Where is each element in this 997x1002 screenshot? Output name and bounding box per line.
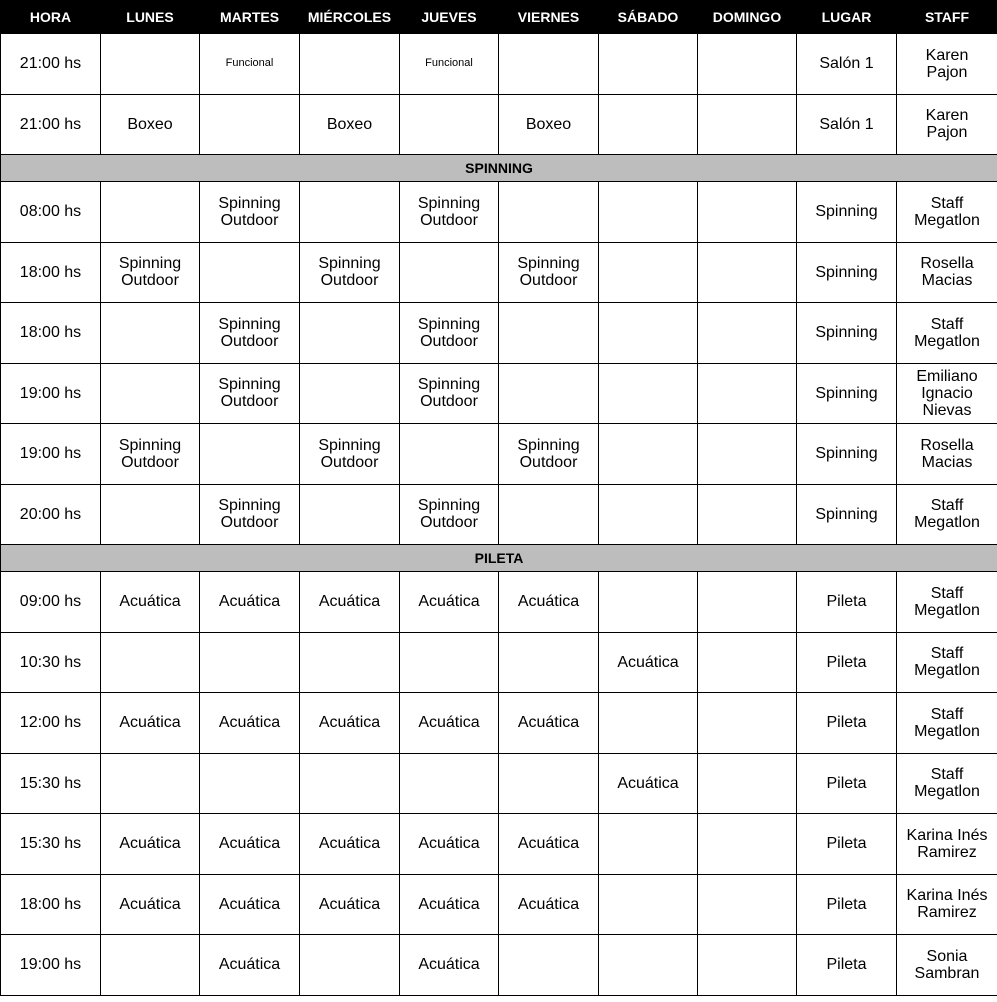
cell-text: Spinning Outdoor: [517, 436, 580, 471]
cell-text: Pileta: [826, 956, 867, 974]
cell-text: Acuática: [318, 835, 381, 853]
cell-martes: [200, 34, 300, 95]
cell-sabado: [599, 182, 698, 243]
cell-lunes: [101, 632, 200, 693]
cell-hora: [1, 34, 101, 95]
schedule-row: [1, 182, 997, 243]
cell-staff: [897, 874, 997, 935]
schedule-row: [1, 693, 997, 754]
cell-viernes: [499, 753, 599, 814]
cell-viernes: [499, 363, 599, 424]
cell-hora: [1, 182, 101, 243]
cell-lugar: [797, 572, 897, 633]
cell-hora: [1, 874, 101, 935]
cell-martes: [200, 484, 300, 545]
cell-domingo: [698, 693, 797, 754]
cell-text: 15:30 hs: [19, 774, 82, 792]
cell-jueves: [400, 182, 499, 243]
cell-miercoles: [300, 484, 400, 545]
cell-text: Acuática: [617, 653, 679, 671]
cell-text: 19:00 hs: [19, 384, 82, 402]
cell-text: Spinning: [815, 505, 878, 523]
cell-jueves: [400, 94, 499, 155]
cell-martes: [200, 182, 300, 243]
cell-text: Acuática: [418, 956, 480, 974]
cell-lugar: [797, 363, 897, 424]
cell-lugar: [797, 814, 897, 875]
cell-text: Karen Pajon: [925, 107, 969, 142]
cell-jueves: [400, 572, 499, 633]
cell-staff: [897, 632, 997, 693]
cell-sabado: [599, 693, 698, 754]
cell-text: Spinning Outdoor: [318, 255, 381, 290]
cell-text: Spinning Outdoor: [118, 255, 182, 290]
cell-sabado: [599, 94, 698, 155]
schedule-row: [1, 935, 997, 996]
cell-viernes: [499, 182, 599, 243]
cell-text: Acuática: [418, 895, 480, 913]
cell-text: Spinning Outdoor: [118, 436, 182, 471]
cell-viernes: [499, 693, 599, 754]
cell-text: Pileta: [826, 593, 867, 611]
cell-martes: [200, 632, 300, 693]
cell-text: Pileta: [826, 895, 867, 913]
cell-text: Acuática: [218, 956, 281, 974]
cell-martes: [200, 814, 300, 875]
cell-text: 19:00 hs: [19, 445, 82, 463]
cell-text: Karina Inés Ramirez: [906, 826, 988, 861]
cell-text: Spinning: [815, 384, 878, 402]
cell-domingo: [698, 874, 797, 935]
schedule-row: [1, 303, 997, 364]
cell-text: Spinning Outdoor: [218, 376, 281, 411]
cell-hora: [1, 935, 101, 996]
cell-domingo: [698, 303, 797, 364]
cell-sabado: [599, 572, 698, 633]
cell-text: Staff Megatlon: [914, 194, 980, 229]
cell-lugar: [797, 935, 897, 996]
cell-domingo: [698, 424, 797, 485]
cell-lunes: [101, 303, 200, 364]
cell-miercoles: [300, 572, 400, 633]
header-domingo: DOMINGO: [698, 1, 797, 34]
cell-sabado: [599, 753, 698, 814]
cell-miercoles: [300, 424, 400, 485]
cell-text: Spinning Outdoor: [318, 436, 381, 471]
cell-domingo: [698, 753, 797, 814]
schedule-row: [1, 753, 997, 814]
cell-staff: [897, 424, 997, 485]
cell-miercoles: [300, 242, 400, 303]
cell-viernes: [499, 874, 599, 935]
cell-text: Acuática: [218, 835, 281, 853]
cell-text: 18:00 hs: [19, 324, 82, 342]
cell-hora: [1, 814, 101, 875]
schedule-row: [1, 34, 997, 95]
cell-viernes: [499, 34, 599, 95]
cell-text: Staff Megatlon: [914, 705, 980, 740]
cell-lunes: [101, 572, 200, 633]
cell-text: 08:00 hs: [19, 203, 82, 221]
cell-domingo: [698, 632, 797, 693]
cell-text: Funcional: [425, 57, 473, 70]
cell-hora: [1, 693, 101, 754]
cell-text: Karen Pajon: [925, 46, 969, 81]
cell-martes: [200, 572, 300, 633]
cell-jueves: [400, 693, 499, 754]
cell-text: Boxeo: [127, 115, 173, 133]
schedule-row: [1, 242, 997, 303]
cell-domingo: [698, 935, 797, 996]
cell-martes: [200, 94, 300, 155]
cell-text: Spinning Outdoor: [218, 194, 281, 229]
cell-staff: [897, 935, 997, 996]
cell-lugar: [797, 484, 897, 545]
cell-sabado: [599, 874, 698, 935]
cell-viernes: [499, 303, 599, 364]
cell-lugar: [797, 94, 897, 155]
cell-text: Sonia Sambran: [914, 947, 980, 982]
cell-staff: [897, 303, 997, 364]
cell-lunes: [101, 424, 200, 485]
cell-jueves: [400, 632, 499, 693]
cell-lunes: [101, 34, 200, 95]
cell-sabado: [599, 363, 698, 424]
cell-text: Spinning: [815, 324, 878, 342]
cell-text: Pileta: [826, 774, 867, 792]
cell-viernes: [499, 572, 599, 633]
cell-text: 12:00 hs: [19, 714, 82, 732]
cell-text: Spinning Outdoor: [417, 194, 481, 229]
cell-text: 21:00 hs: [19, 115, 82, 133]
cell-lugar: [797, 874, 897, 935]
cell-text: 18:00 hs: [19, 895, 82, 913]
cell-lunes: [101, 814, 200, 875]
cell-text: Acuática: [119, 895, 181, 913]
cell-text: Spinning Outdoor: [417, 497, 481, 532]
cell-miercoles: [300, 303, 400, 364]
cell-text: Acuática: [418, 593, 480, 611]
cell-miercoles: [300, 182, 400, 243]
cell-domingo: [698, 572, 797, 633]
cell-text: Acuática: [418, 835, 480, 853]
cell-miercoles: [300, 935, 400, 996]
cell-text: Pileta: [826, 835, 867, 853]
header-miercoles: MIÉRCOLES: [300, 1, 400, 34]
schedule-row: [1, 484, 997, 545]
schedule-row: [1, 572, 997, 633]
cell-text: Spinning: [815, 203, 878, 221]
cell-text: Acuática: [517, 593, 580, 611]
header-hora: HORA: [1, 1, 101, 34]
cell-staff: [897, 94, 997, 155]
cell-staff: [897, 693, 997, 754]
cell-staff: [897, 572, 997, 633]
cell-miercoles: [300, 363, 400, 424]
schedule-body: [1, 34, 997, 996]
cell-jueves: [400, 242, 499, 303]
cell-sabado: [599, 34, 698, 95]
cell-hora: [1, 94, 101, 155]
schedule-row: [1, 363, 997, 424]
cell-martes: [200, 874, 300, 935]
cell-martes: [200, 753, 300, 814]
cell-miercoles: [300, 34, 400, 95]
cell-text: Acuática: [119, 835, 181, 853]
cell-text: Salón 1: [819, 55, 874, 73]
cell-martes: [200, 424, 300, 485]
cell-text: Spinning Outdoor: [218, 497, 281, 532]
cell-text: Staff Megatlon: [914, 497, 980, 532]
cell-text: Acuática: [418, 714, 480, 732]
cell-miercoles: [300, 94, 400, 155]
cell-text: 21:00 hs: [19, 55, 82, 73]
cell-text: Rosella Macias: [920, 255, 974, 290]
schedule-row: [1, 632, 997, 693]
cell-jueves: [400, 814, 499, 875]
cell-text: Boxeo: [326, 115, 373, 133]
cell-martes: [200, 693, 300, 754]
cell-hora: [1, 424, 101, 485]
cell-text: Salón 1: [819, 115, 874, 133]
section-title: PILETA: [1, 545, 997, 572]
cell-hora: [1, 484, 101, 545]
cell-text: Acuática: [218, 895, 281, 913]
cell-text: Funcional: [225, 57, 274, 70]
section-row: [1, 155, 997, 182]
cell-viernes: [499, 94, 599, 155]
cell-sabado: [599, 632, 698, 693]
cell-jueves: [400, 874, 499, 935]
cell-sabado: [599, 935, 698, 996]
cell-lunes: [101, 94, 200, 155]
cell-text: 09:00 hs: [19, 593, 82, 611]
cell-text: Pileta: [826, 714, 867, 732]
cell-hora: [1, 303, 101, 364]
cell-jueves: [400, 303, 499, 364]
cell-lugar: [797, 34, 897, 95]
cell-lugar: [797, 632, 897, 693]
cell-domingo: [698, 182, 797, 243]
cell-martes: [200, 303, 300, 364]
cell-jueves: [400, 34, 499, 95]
header-martes: MARTES: [200, 1, 300, 34]
cell-text: 10:30 hs: [19, 653, 82, 671]
cell-viernes: [499, 814, 599, 875]
cell-lugar: [797, 242, 897, 303]
cell-staff: [897, 34, 997, 95]
header-lugar: LUGAR: [797, 1, 897, 34]
cell-text: 15:30 hs: [19, 835, 82, 853]
cell-text: Acuática: [318, 593, 381, 611]
cell-viernes: [499, 242, 599, 303]
cell-domingo: [698, 484, 797, 545]
cell-text: Staff Megatlon: [914, 766, 980, 801]
cell-domingo: [698, 94, 797, 155]
cell-miercoles: [300, 693, 400, 754]
cell-lugar: [797, 424, 897, 485]
cell-text: Acuática: [318, 714, 381, 732]
cell-text: Boxeo: [525, 115, 572, 133]
cell-hora: [1, 632, 101, 693]
cell-viernes: [499, 632, 599, 693]
header-lunes: LUNES: [101, 1, 200, 34]
schedule-row: [1, 94, 997, 155]
cell-lugar: [797, 303, 897, 364]
cell-lunes: [101, 935, 200, 996]
cell-jueves: [400, 753, 499, 814]
cell-domingo: [698, 34, 797, 95]
cell-lunes: [101, 753, 200, 814]
cell-text: Spinning Outdoor: [218, 315, 281, 350]
cell-text: Staff Megatlon: [914, 315, 980, 350]
cell-martes: [200, 935, 300, 996]
cell-text: Acuática: [318, 895, 381, 913]
cell-lunes: [101, 693, 200, 754]
cell-text: Spinning Outdoor: [417, 376, 481, 411]
cell-hora: [1, 363, 101, 424]
cell-hora: [1, 242, 101, 303]
cell-text: Acuática: [617, 774, 679, 792]
cell-text: Emiliano Ignacio Nievas: [916, 367, 978, 419]
cell-lunes: [101, 874, 200, 935]
cell-staff: [897, 242, 997, 303]
cell-staff: [897, 814, 997, 875]
cell-miercoles: [300, 632, 400, 693]
cell-text: Spinning: [815, 445, 878, 463]
cell-lunes: [101, 242, 200, 303]
cell-jueves: [400, 935, 499, 996]
cell-sabado: [599, 424, 698, 485]
cell-staff: [897, 753, 997, 814]
cell-miercoles: [300, 753, 400, 814]
cell-text: Acuática: [517, 895, 580, 913]
cell-text: Pileta: [826, 653, 867, 671]
cell-text: Spinning Outdoor: [417, 315, 481, 350]
header-staff: STAFF: [897, 1, 997, 34]
cell-text: Rosella Macias: [920, 436, 974, 471]
cell-text: Acuática: [119, 714, 181, 732]
cell-viernes: [499, 484, 599, 545]
cell-sabado: [599, 242, 698, 303]
cell-text: Karina Inés Ramirez: [906, 887, 988, 922]
cell-martes: [200, 242, 300, 303]
cell-miercoles: [300, 874, 400, 935]
cell-lugar: [797, 693, 897, 754]
cell-domingo: [698, 242, 797, 303]
cell-sabado: [599, 303, 698, 364]
cell-jueves: [400, 484, 499, 545]
cell-text: Staff Megatlon: [914, 645, 980, 680]
cell-staff: [897, 182, 997, 243]
cell-domingo: [698, 814, 797, 875]
cell-martes: [200, 363, 300, 424]
schedule-row: [1, 874, 997, 935]
cell-sabado: [599, 814, 698, 875]
cell-text: 18:00 hs: [19, 263, 82, 281]
schedule-row: [1, 814, 997, 875]
header-sabado: SÁBADO: [599, 1, 698, 34]
cell-viernes: [499, 935, 599, 996]
cell-lugar: [797, 753, 897, 814]
header-jueves: JUEVES: [400, 1, 499, 34]
cell-staff: [897, 484, 997, 545]
header-viernes: VIERNES: [499, 1, 599, 34]
cell-lunes: [101, 363, 200, 424]
cell-domingo: [698, 363, 797, 424]
cell-sabado: [599, 484, 698, 545]
cell-viernes: [499, 424, 599, 485]
cell-hora: [1, 753, 101, 814]
section-title: SPINNING: [1, 155, 997, 182]
cell-text: Acuática: [218, 714, 281, 732]
schedule-row: [1, 424, 997, 485]
cell-hora: [1, 572, 101, 633]
cell-text: Acuática: [119, 593, 181, 611]
cell-text: Spinning: [815, 263, 878, 281]
header-row: [1, 1, 997, 34]
cell-staff: [897, 363, 997, 424]
cell-lugar: [797, 182, 897, 243]
cell-text: Spinning Outdoor: [517, 255, 580, 290]
cell-text: Acuática: [218, 593, 281, 611]
cell-text: Staff Megatlon: [914, 584, 980, 619]
cell-jueves: [400, 424, 499, 485]
section-row: [1, 545, 997, 572]
cell-miercoles: [300, 814, 400, 875]
cell-text: 19:00 hs: [19, 956, 82, 974]
cell-lunes: [101, 182, 200, 243]
cell-jueves: [400, 363, 499, 424]
cell-text: Acuática: [517, 835, 580, 853]
cell-text: 20:00 hs: [19, 505, 82, 523]
cell-text: Acuática: [517, 714, 580, 732]
cell-lunes: [101, 484, 200, 545]
